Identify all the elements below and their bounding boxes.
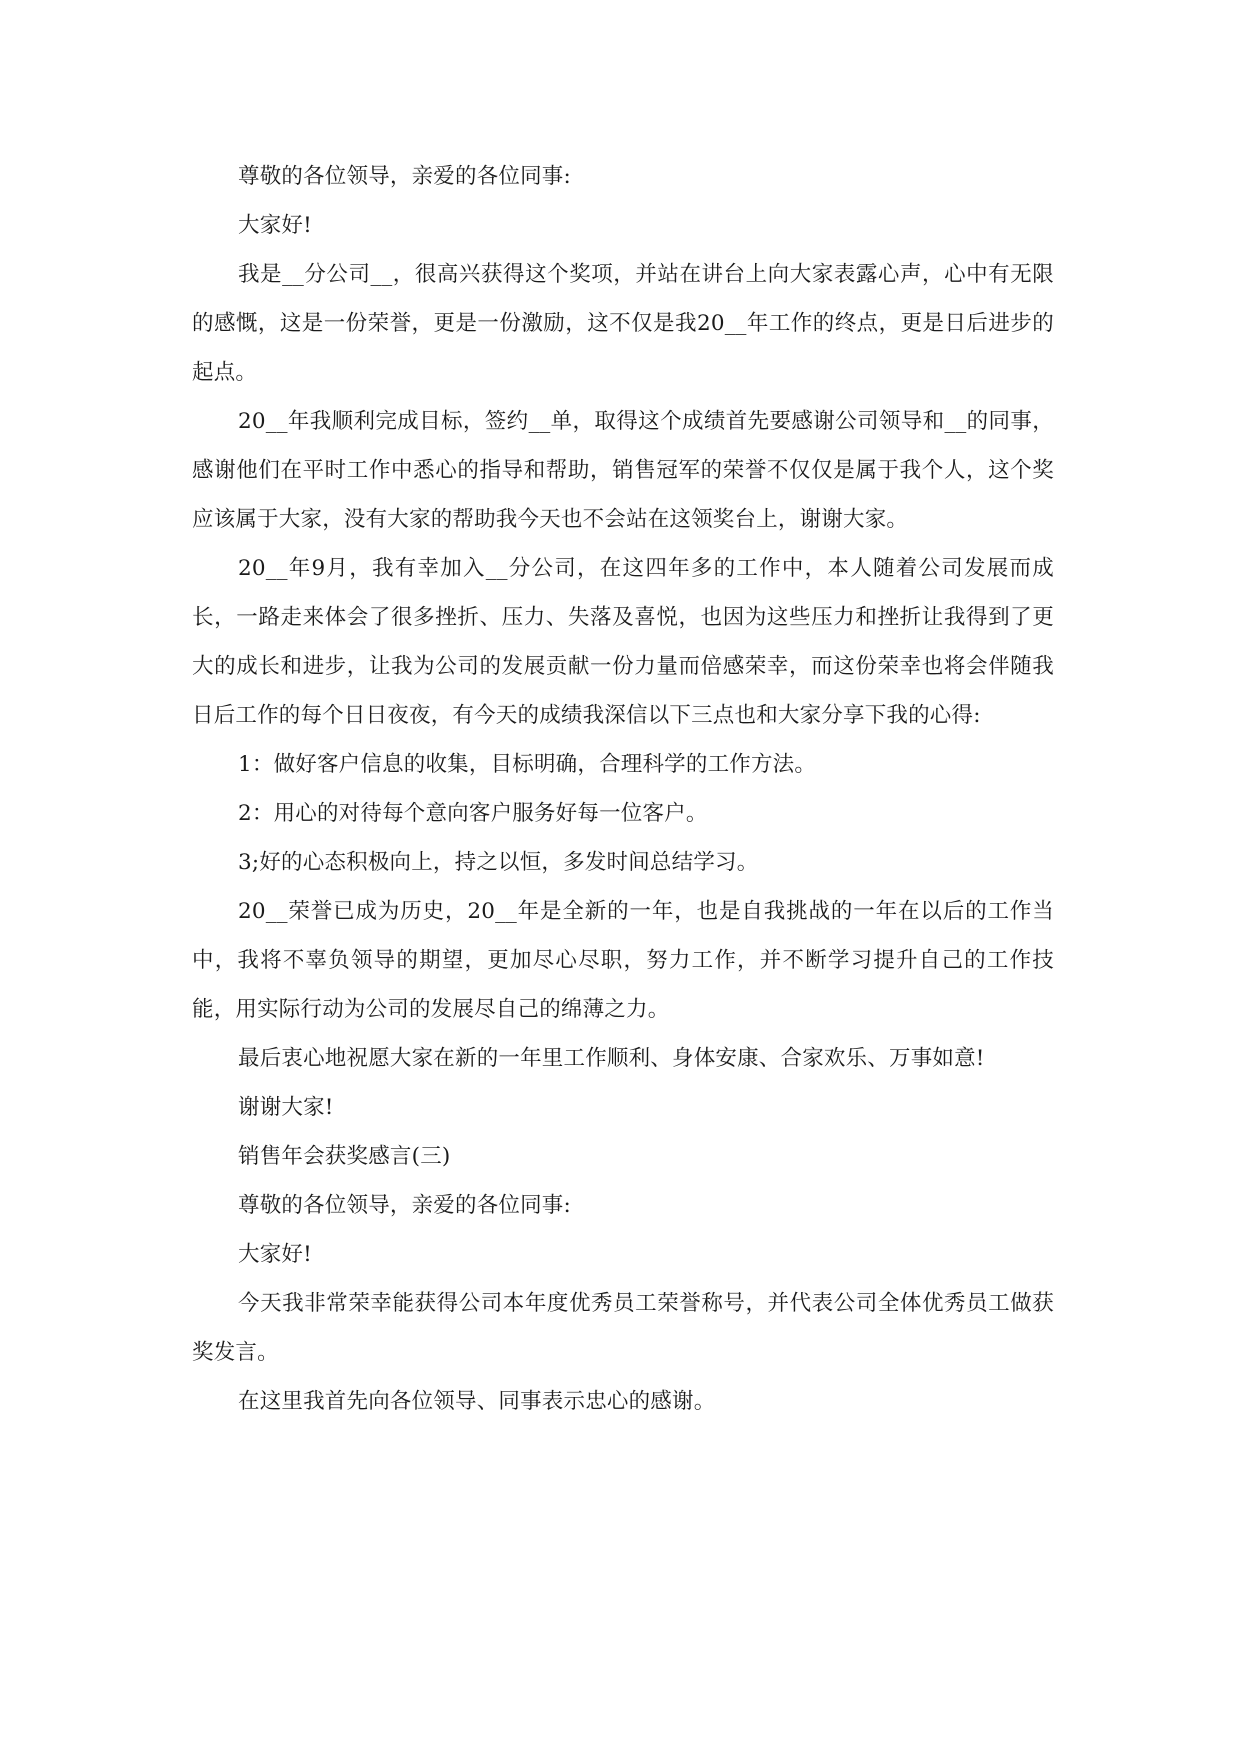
list-item-2: 2：用心的对待每个意向客户服务好每一位客户。 (238, 801, 708, 826)
paragraph-experience: 20__年9月，我有幸加入__分公司，在这四年多的工作中，本人随着公司发展而成长，一路走来体会了很多挫折、压力、失落及喜悦，也因为这些压力和挫折让我得到了更大的成长和进步，让我为公司的发展贡献一份力量而倍感荣幸，而这份荣幸也将会伴随我日后工作的每个日日夜夜，有今天的成绩我深信以下三点也和大家分享下我的心得: (192, 556, 1054, 728)
paragraph-thanks: 20__年我顺利完成目标，签约__单，取得这个成绩首先要感谢公司领导和__的同事，感谢他们在平时工作中悉心的指导和帮助，销售冠军的荣誉不仅仅是属于我个人，这个奖应该属于大家，没有大家的帮助我今天也不会站在这领奖台上，谢谢大家。 (192, 409, 1054, 532)
salutation: 尊敬的各位领导，亲爱的各位同事: (238, 164, 571, 189)
paragraph-introduction: 我是__分公司__，很高兴获得这个奖项，并站在讲台上向大家表露心声，心中有无限的感慨，这是一份荣誉，更是一份激励，这不仅是我20__年工作的终点，更是日后进步的起点。 (192, 262, 1054, 385)
paragraph-future: 20__荣誉已成为历史，20__年是全新的一年，也是自我挑战的一年在以后的工作当中，我将不辜负领导的期望，更加尽心尽职，努力工作，并不断学习提升自己的工作技能，用实际行动为公司的发展尽自己的绵薄之力。 (192, 899, 1054, 1022)
greeting: 大家好! (238, 213, 312, 238)
document-body (192, 152, 1054, 1426)
list-item-1: 1：做好客户信息的收集，目标明确，合理科学的工作方法。 (238, 752, 817, 777)
list-item-3: 3;好的心态积极向上，持之以恒，多发时间总结学习。 (238, 850, 759, 875)
section-heading: 销售年会获奖感言(三) (238, 1144, 451, 1169)
paragraph-gratitude: 在这里我首先向各位领导、同事表示忠心的感谢。 (238, 1389, 716, 1414)
closing-thanks: 谢谢大家! (238, 1095, 334, 1120)
greeting-2: 大家好! (238, 1242, 312, 1267)
paragraph-wishes: 最后衷心地祝愿大家在新的一年里工作顺利、身体安康、合家欢乐、万事如意! (238, 1046, 985, 1071)
salutation-2: 尊敬的各位领导，亲爱的各位同事: (238, 1193, 571, 1218)
paragraph-honor: 今天我非常荣幸能获得公司本年度优秀员工荣誉称号，并代表公司全体优秀员工做获奖发言。 (192, 1291, 1054, 1365)
